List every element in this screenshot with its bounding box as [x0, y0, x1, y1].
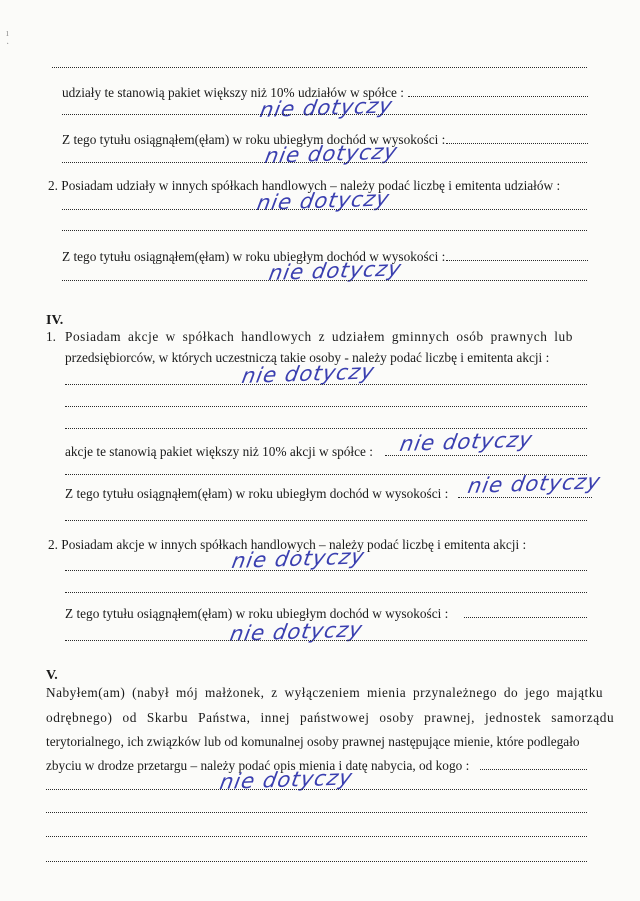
answer-line	[65, 518, 587, 521]
answer-line	[62, 160, 587, 163]
handwritten-answer: nie dotyczy	[218, 765, 355, 794]
shares-gmina-label-cont: przedsiębiorców, w których uczestniczą takie osoby - należy podać liczbę i emitenta akcji :	[65, 350, 550, 365]
income-label: Z tego tytułu osiągnąłem(ęłam) w roku ubiegłym dochód w wysokości :	[62, 132, 446, 147]
handwritten-answer: nie dotyczy	[228, 617, 365, 646]
answer-line	[464, 615, 587, 618]
answer-line	[62, 278, 587, 281]
property-text: Nabyłem(am) (nabył mój małżonek, z wyłączeniem mienia przynależnego do jego majątku	[46, 685, 604, 700]
answer-line	[46, 787, 587, 790]
answer-line	[62, 112, 587, 115]
shares-gmina-label: Posiadam akcje w spółkach handlowych z udziałem gminnych osób prawnych lub	[65, 329, 573, 344]
income-label: Z tego tytułu osiągnąłem(ęłam) w roku ubiegłym dochód w wysokości :	[65, 606, 449, 621]
handwritten-answer: nie dotyczy	[466, 469, 603, 498]
answer-line	[52, 65, 587, 68]
property-text: terytorialnego, ich związków lub od komunalnej osoby prawnej następujące mienie, które podlegało	[46, 734, 580, 749]
answer-line	[65, 590, 587, 593]
answer-line	[446, 258, 588, 261]
handwritten-answer: nie dotyczy	[230, 544, 367, 573]
handwritten-answer: nie dotyczy	[258, 93, 395, 122]
item-number: 1.	[46, 329, 56, 344]
answer-line	[446, 141, 588, 144]
stock-package-label: akcje te stanowią pakiet większy niż 10% akcji w spółce :	[65, 444, 373, 459]
answer-line	[408, 94, 588, 97]
answer-line	[65, 404, 587, 407]
handwritten-answer: nie dotyczy	[398, 427, 535, 456]
answer-line	[62, 228, 587, 231]
handwritten-answer: nie dotyczy	[240, 359, 377, 388]
other-stock-label: 2. Posiadam akcje w innych spółkach handlowych – należy podać liczbę i emitenta akcji :	[48, 537, 527, 552]
answer-line	[46, 834, 587, 837]
property-text: odrębnego) od Skarbu Państwa, innej państwowej osoby prawnej, jednostek samorządu	[46, 710, 615, 725]
property-text: zbyciu w drodze przetargu – należy podać opis mienia i datę nabycia, od kogo :	[46, 758, 470, 773]
answer-line	[46, 810, 587, 813]
answer-line	[46, 859, 587, 862]
handwritten-answer: nie dotyczy	[267, 256, 404, 285]
margin-mark: ı ·	[6, 28, 10, 50]
answer-line	[65, 382, 587, 385]
other-shares-label: 2. Posiadam udziały w innych spółkach handlowych – należy podać liczbę i emitenta udziałów :	[48, 178, 561, 193]
handwritten-answer: nie dotyczy	[255, 186, 392, 215]
section-heading: V.	[46, 668, 58, 683]
answer-line	[65, 568, 587, 571]
answer-line	[62, 207, 587, 210]
answer-line	[65, 638, 587, 641]
income-label: Z tego tytułu osiągnąłem(ęłam) w roku ubiegłym dochód w wysokości :	[62, 249, 446, 264]
answer-line	[480, 767, 587, 770]
shares-package-label: udziały te stanowią pakiet większy niż 10% udziałów w spółce :	[62, 85, 404, 100]
section-heading: IV.	[46, 313, 64, 328]
handwritten-answer: nie dotyczy	[263, 139, 400, 168]
income-label: Z tego tytułu osiągnąłem(ęłam) w roku ubiegłym dochód w wysokości :	[65, 486, 449, 501]
